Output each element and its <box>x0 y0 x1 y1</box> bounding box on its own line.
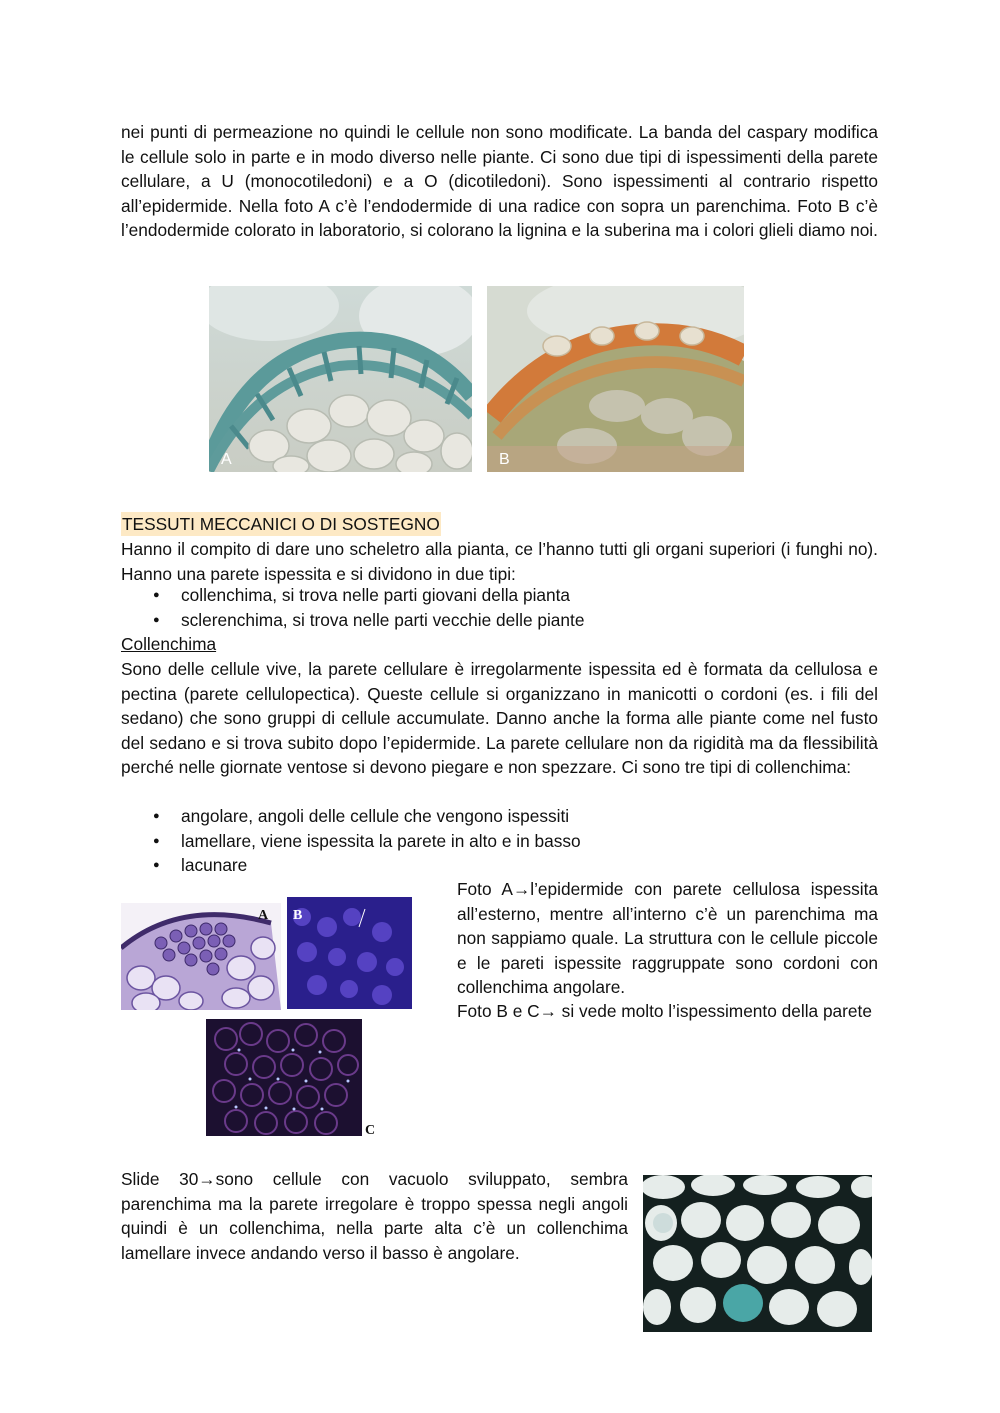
list-item: ● lacunare <box>121 853 878 878</box>
collenchima-types-list <box>121 804 878 878</box>
list-item: ● collenchima, si trova nelle parti giovani della pianta <box>121 583 878 608</box>
list-item: ● angolare, angoli delle cellule che vengono ispessiti <box>121 804 878 829</box>
endodermis-photo-b <box>487 286 744 472</box>
slide-paragraph: Slide 30→sono cellule con vacuolo sviluppato, sembra parenchima ma la parete irregolare è troppo spessa negli angoli quindi è un collenchima, nella parte alta c’è un collenchima lamellare invece andando verso il basso è angolare. <box>121 1169 628 1263</box>
caption-photo-a: Foto A→l’epidermide con parete cellulosa ispessita all’esterno, mentre all’interno c’è un parenchima ma non sappiamo quale. La struttura con le cellule piccole e le pareti ispessite raggruppate sono cordoni con collenchima angolare. <box>457 879 878 997</box>
list-item: ● lamellare, viene ispessita la parete in alto e in basso <box>121 829 878 854</box>
collenchima-photo-b <box>287 897 412 1009</box>
section-paragraph: Hanno il compito di dare uno scheletro alla pianta, ce l’hanno tutti gli organi superiori (i funghi no). Hanno una parete ispessita e si dividono in due tipi: <box>121 539 878 584</box>
collenchima-slide-photo <box>643 1175 872 1332</box>
figure1-label-b: B <box>499 451 510 468</box>
figure1-label-a: A <box>221 451 232 468</box>
list-item: ● sclerenchima, si trova nelle parti vecchie delle piante <box>121 608 878 633</box>
caption-photo-bc: Foto B e C→ si vede molto l’ispessimento della parete <box>457 1001 872 1021</box>
tissue-types-list <box>121 583 878 632</box>
endodermis-photo-a <box>209 286 472 472</box>
collenchima-paragraph: Sono delle cellule vive, la parete cellulare è irregolarmente ispessita ed è formata da cellulosa e pectina (parete cellulopectica). Queste cellule si organizzano in manicotti o cordoni (es. i fili del sedano) che sono gruppi di cellule accumulate. Danno anche la forma alle piante come nel fusto del sedano e si trova subito dopo l’epidermide. La parete cellulare non da rigidità ma da flessibilità perché nelle giornate ventose si devono piegare e non spezzare. Ci sono tre tipi di collenchima: <box>121 659 878 777</box>
section-heading: TESSUTI MECCANICI O DI SOSTEGNO <box>122 514 440 534</box>
figure2-label-c: C <box>365 1123 376 1136</box>
collenchima-photo-a <box>121 903 281 1010</box>
collenchima-photo-c <box>206 1019 381 1136</box>
figure2-label-b: B <box>293 908 303 923</box>
collenchima-title: Collenchima <box>121 634 217 654</box>
figure2-label-a: A <box>258 908 269 923</box>
intro-paragraph: nei punti di permeazione no quindi le cellule non sono modificate. La banda del caspary modifica le cellule solo in parte e in modo diverso nelle piante. Ci sono due tipi di ispessimenti della parete cellulare, a U (monocotiledoni) e a O (dicotiledoni). Sono ispessimenti al contrario rispetto all’epidermide. Nella foto A c’è l’endodermide di una radice con sopra un parenchima. Foto B c’è l’endodermide colorato in laboratorio, si colorano la lignina e la suberina ma i colori glieli diamo noi. <box>121 122 878 240</box>
